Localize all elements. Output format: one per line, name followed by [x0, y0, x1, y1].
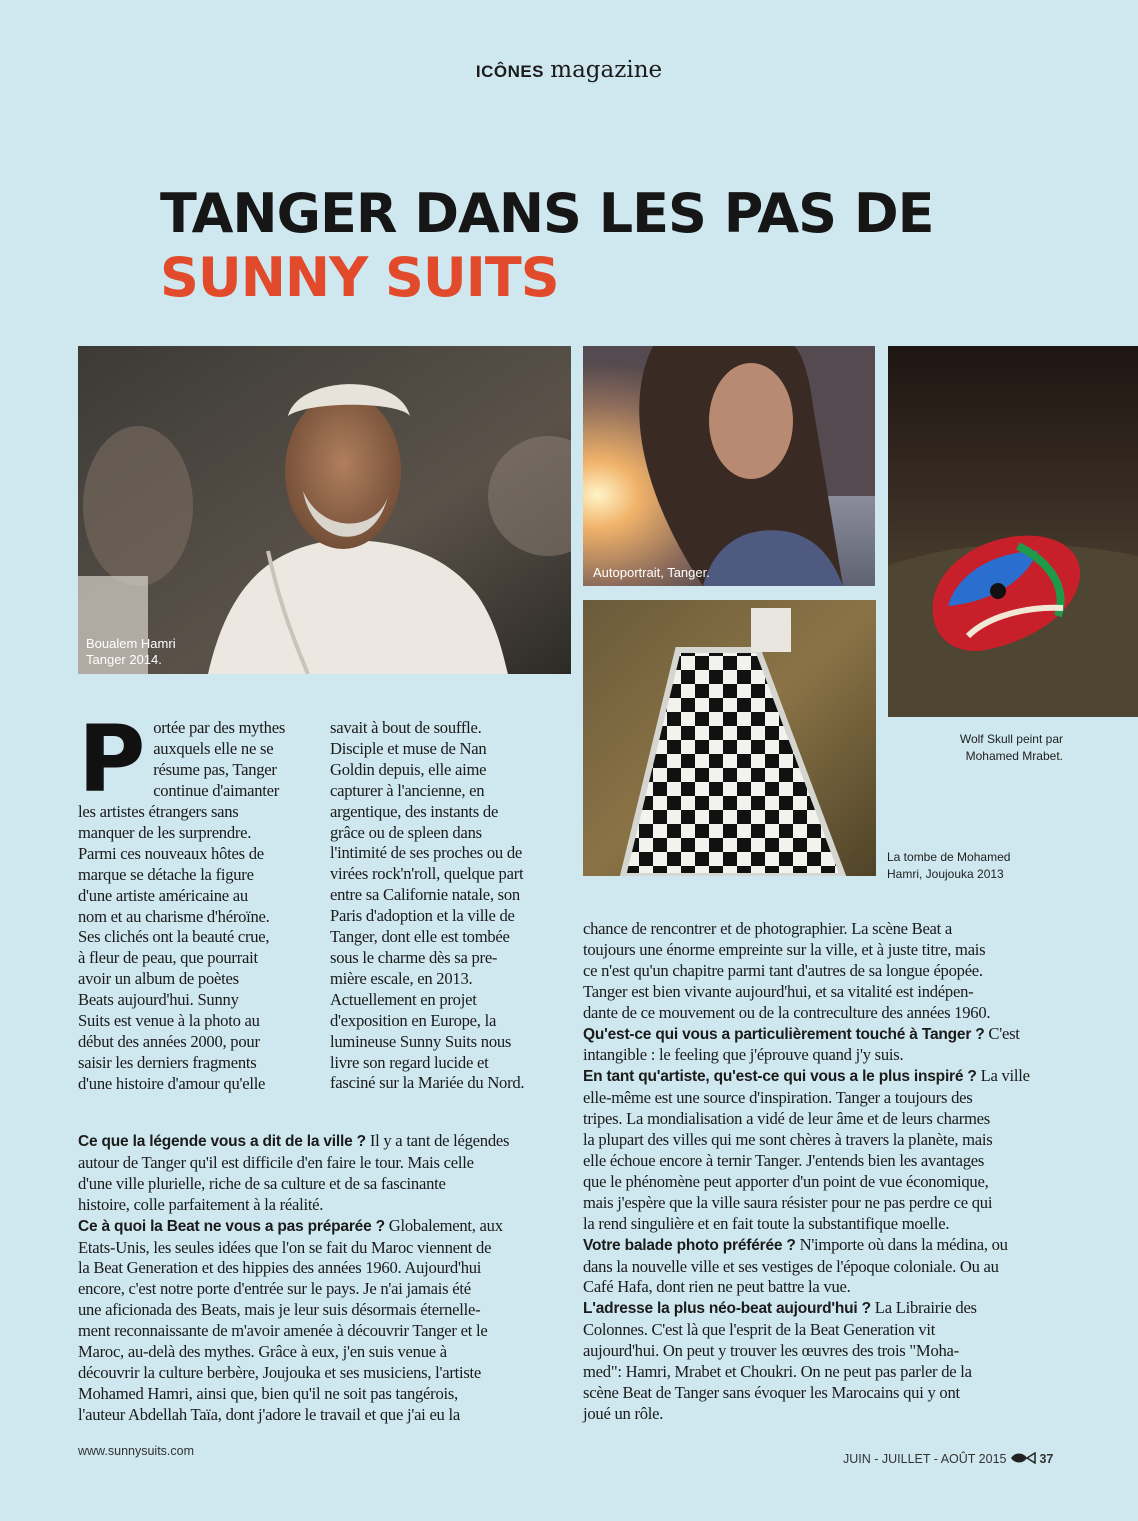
text-line: résume pas, Tanger — [153, 759, 277, 779]
issue-date: JUIN - JUILLET - AOÛT 2015 — [843, 1452, 1007, 1466]
caption-line: La tombe de Mohamed — [887, 850, 1011, 864]
answer: C'est — [984, 1023, 1020, 1043]
text-line: à fleur de peau, que pourrait — [78, 948, 258, 968]
text-line: dante de ce mouvement ou de la contreculture des années 1960. — [583, 1002, 991, 1022]
text-line: ce n'est qu'un chapitre parmi tant d'autres de sa longue épopée. — [583, 960, 983, 980]
text-line: Actuellement en projet — [330, 989, 477, 1009]
question: Ce que la légende vous a dit de la ville ? — [78, 1133, 366, 1150]
text-line: la Beat Generation et des hippies des années 1960. Aujourd'hui — [78, 1258, 482, 1278]
text-line: tripes. La mondialisation a vidé de leur âme et de leurs charmes — [583, 1109, 990, 1129]
text-line: découvrir la culture berbère, Joujouka et ses musiciens, l'artiste — [78, 1362, 482, 1382]
text-line: sous le charme dès sa pre- — [330, 947, 498, 967]
text-line: toujours une énorme empreinte sur la ville, et à juste titre, mais — [583, 939, 986, 959]
text-line: nom et au charisme d'héroïne. — [78, 906, 270, 926]
caption-line: Hamri, Joujouka 2013 — [887, 867, 1004, 881]
text-line: la plupart des villes qui me sont chères à travers la planète, mais — [583, 1130, 993, 1150]
text-line — [583, 1024, 1073, 1046]
text-line: argentique, des instants de — [330, 801, 499, 821]
text-line: Disciple et muse de Nan — [330, 738, 487, 758]
fish-logo-icon — [1010, 1452, 1036, 1467]
text-line: scène Beat de Tanger sans évoquer les Marocains qui y ont — [583, 1382, 960, 1402]
text-line — [583, 1066, 1073, 1088]
text-line — [78, 1216, 573, 1238]
question: Qu'est-ce qui vous a particulièrement touché à Tanger ? — [583, 1025, 985, 1043]
text-line: l'auteur Abdellah Taïa, dont j'adore le travail et que j'ai eu la — [78, 1404, 460, 1424]
text-line: joué un rôle. — [583, 1403, 664, 1423]
question: Ce à quoi la Beat ne vous a pas préparée ? — [78, 1217, 385, 1235]
caption-line: Mohamed Mrabet. — [965, 749, 1063, 763]
page-number: 37 — [1039, 1452, 1054, 1466]
text-line: Parmi ces nouveaux hôtes de — [78, 843, 264, 863]
text-line — [78, 1131, 573, 1153]
question: L'adresse la plus néo-beat aujourd'hui ? — [583, 1300, 871, 1318]
text-line: d'une ville plurielle, riche de sa culture et de sa fascinante — [78, 1173, 446, 1193]
text-line: l'intimité de ses proches ou de — [330, 843, 523, 863]
text-line: intangible : le feeling que j'éprouve quand j'y suis. — [583, 1045, 904, 1065]
answer: N'importe où dans la médina, ou — [795, 1234, 1008, 1254]
headline-line-1: TANGER DANS LES PAS DE — [160, 182, 934, 245]
text-line — [583, 1298, 1073, 1320]
masthead-brand: ICÔNES — [475, 62, 545, 81]
text-line: capturer à l'ancienne, en — [330, 780, 485, 800]
text-line: entre sa Californie natale, son — [330, 885, 520, 905]
text-line: Tanger est bien vivante aujourd'hui, et sa vitalité est indépen- — [583, 981, 974, 1001]
text-line: Ses clichés ont la beauté crue, — [78, 927, 270, 947]
text-line: saisir les derniers fragments — [78, 1052, 257, 1072]
text-line: manquer de les surprendre. — [78, 822, 252, 842]
text-line: livre son regard lucide et — [330, 1052, 489, 1072]
answer: Globalement, aux — [384, 1215, 503, 1235]
text-line: grâce ou de spleen dans — [330, 822, 482, 842]
checkered-tomb-image — [583, 600, 876, 876]
text-line: med": Hamri, Mrabet et Choukri. On ne peut pas parler de la — [583, 1362, 972, 1382]
text-line: marque se détache la figure — [78, 864, 254, 884]
intro-column-1 — [78, 706, 318, 1095]
answer: La ville — [976, 1066, 1030, 1086]
self-portrait-image — [583, 346, 875, 586]
text-line: mais j'espère que la ville saura résister pour ne pas perdre ce qui — [583, 1192, 993, 1212]
text-line: les artistes étrangers sans — [78, 802, 239, 821]
intro-column-2 — [330, 718, 575, 1094]
portrait-old-man-image — [78, 346, 571, 674]
answer: Il y a tant de légendes — [365, 1131, 510, 1150]
text-line: Goldin depuis, elle aime — [330, 759, 487, 779]
text-line: histoire, colle parfaitement à la réalité. — [78, 1194, 324, 1214]
text-line: Suits est venue à la photo au — [78, 1011, 260, 1031]
text-line: ortée par des mythes — [153, 718, 286, 737]
text-line: que le phénomène peut apporter d'un point de vue économique, — [583, 1171, 989, 1191]
text-line — [583, 1235, 1073, 1257]
answer: La Librairie des — [870, 1298, 977, 1318]
text-line: mière escale, en 2013. — [330, 968, 473, 988]
photo-caption-autoportrait: Autoportrait, Tanger. — [593, 565, 710, 580]
photo-tomb — [583, 600, 876, 876]
text-line: virées rock'n'roll, quelque part — [330, 864, 524, 884]
text-line: Café Hafa, dont rien ne peut battre la vue. — [583, 1277, 851, 1297]
page-footer — [843, 1452, 1053, 1467]
text-line: continue d'aimanter — [153, 780, 280, 800]
dropcap: P — [78, 706, 146, 813]
photo-caption-tomb — [887, 849, 1010, 883]
text-line: Etats-Unis, les seules idées que l'on se fait du Maroc viennent de — [78, 1237, 492, 1257]
text-line: avoir un album de poètes — [78, 969, 239, 989]
caption-line: Tanger 2014. — [86, 652, 162, 667]
text-line: auxquels elle ne se — [153, 738, 274, 758]
masthead-magazine: magazine — [550, 57, 663, 83]
text-line: Beats aujourd'hui. Sunny — [78, 990, 239, 1010]
text-line: chance de rencontrer et de photographier. La scène Beat a — [583, 919, 953, 938]
text-line: elle-même est une source d'inspiration. Tanger a toujours des — [583, 1088, 973, 1108]
headline-line-2: SUNNY SUITS — [160, 246, 559, 309]
question: En tant qu'artiste, qu'est-ce qui vous a le plus inspiré ? — [583, 1068, 977, 1086]
text-line: Paris d'adoption et la ville de — [330, 906, 515, 926]
text-line: la rend singulière et en fait toute la substantifique moelle. — [583, 1213, 950, 1233]
text-line: une aficionada des Beats, mais je leur suis désormais éternelle- — [78, 1300, 481, 1320]
text-line: autour de Tanger qu'il est difficile d'en faire le tour. Mais celle — [78, 1152, 474, 1172]
caption-line: Wolf Skull peint par — [959, 732, 1063, 746]
masthead — [0, 56, 1138, 84]
photo-wolf-skull — [888, 346, 1138, 717]
caption-line: Boualem Hamri — [86, 636, 176, 651]
text-line: Maroc, au-delà des mythes. Grâce à eux, j'en suis venue à — [78, 1342, 447, 1362]
text-line: elle échoue encore à ternir Tanger. J'entends bien les avantages — [583, 1150, 985, 1170]
painted-skull-image — [888, 346, 1138, 717]
text-line: lumineuse Sunny Suits nous — [330, 1031, 512, 1051]
text-line: dans la nouvelle ville et ses vestiges de l'époque coloniale. Ou au — [583, 1256, 999, 1276]
photo-caption-hamri — [86, 636, 176, 668]
text-line: fasciné sur la Mariée du Nord. — [330, 1073, 525, 1093]
photo-caption-skull — [950, 731, 1063, 765]
text-line: Mohamed Hamri, ainsi que, bien qu'il ne soit pas tangérois, — [78, 1383, 458, 1403]
interview-right-column — [583, 919, 1073, 1425]
text-line: savait à bout de souffle. — [330, 718, 482, 737]
text-line: d'une histoire d'amour qu'elle — [78, 1073, 266, 1093]
question: Votre balade photo préférée ? — [583, 1236, 796, 1254]
text-line: d'une artiste américaine au — [78, 885, 248, 905]
text-line: Colonnes. C'est là que l'esprit de la Beat Generation vit — [583, 1320, 936, 1340]
website-link[interactable]: www.sunnysuits.com — [78, 1444, 195, 1458]
photo-boualem-hamri — [78, 346, 571, 674]
text-line: Tanger, dont elle est tombée — [330, 927, 510, 947]
text-line: encore, c'est notre porte d'entrée sur le pays. Je n'ai jamais été — [78, 1279, 471, 1299]
photo-autoportrait — [583, 346, 875, 586]
text-line: ment reconnaissante de m'avoir amenée à découvrir Tanger et le — [78, 1321, 488, 1341]
text-line: début des années 2000, pour — [78, 1031, 260, 1051]
interview-left-column — [78, 1131, 573, 1426]
text-line: d'exposition en Europe, la — [330, 1010, 497, 1030]
text-line: aujourd'hui. On peut y trouver les œuvres des trois "Moha- — [583, 1341, 959, 1361]
